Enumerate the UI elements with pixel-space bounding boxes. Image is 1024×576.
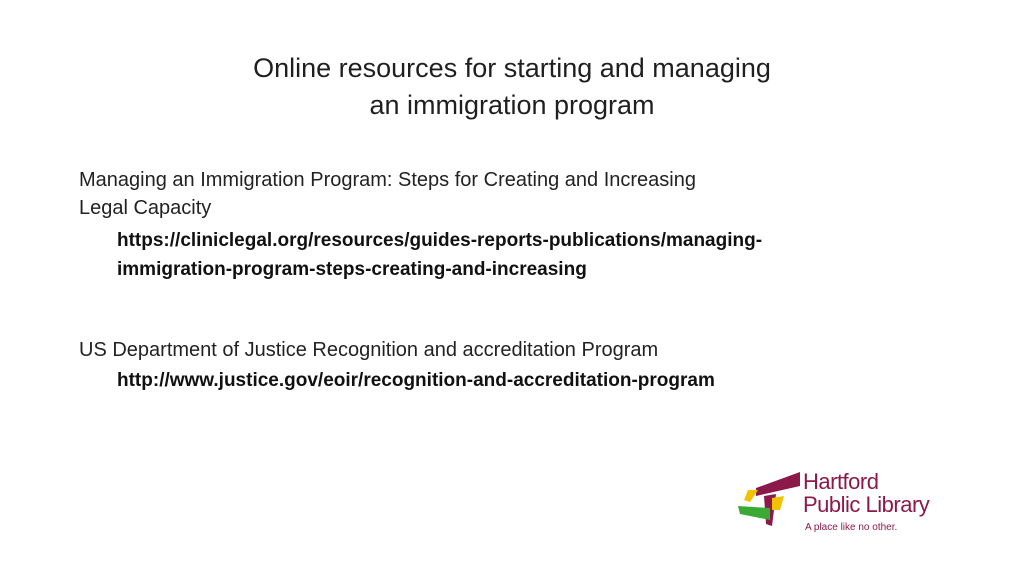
logo-name-line-2: Public Library xyxy=(803,492,930,517)
resource-title-line-2: Legal Capacity xyxy=(79,197,212,219)
library-logo-mark-icon xyxy=(736,468,802,530)
resource-entry-clinic xyxy=(79,166,839,284)
hartford-public-library-logo xyxy=(736,468,936,542)
logo-name-line-1: Hartford xyxy=(803,469,879,494)
logo-name xyxy=(803,470,929,516)
resource-link-clinic[interactable]: https://cliniclegal.org/resources/guides-reports-publications/managing-immigration-program-steps-creating-and-increasing xyxy=(117,230,763,280)
slide-title xyxy=(0,50,1024,124)
logo-green-shape xyxy=(738,506,770,520)
logo-yellow-lower-shape xyxy=(772,496,784,510)
slide-title-line-1: Online resources for starting and managing xyxy=(253,53,771,83)
resource-title xyxy=(79,166,839,222)
resource-list xyxy=(79,166,839,395)
slide-title-line-2: an immigration program xyxy=(369,90,655,120)
resource-title: US Department of Justice Recognition and accreditation Program xyxy=(79,339,659,361)
resource-title-line-1: Managing an Immigration Program: Steps for Creating and Increasing xyxy=(79,169,696,191)
resource-link-doj[interactable]: http://www.justice.gov/eoir/recognition-and-accreditation-program xyxy=(117,370,715,391)
resource-entry-doj xyxy=(79,336,839,395)
logo-yellow-shape xyxy=(744,490,758,502)
logo-magenta-shape xyxy=(756,472,800,496)
logo-tagline: A place like no other. xyxy=(805,522,898,533)
